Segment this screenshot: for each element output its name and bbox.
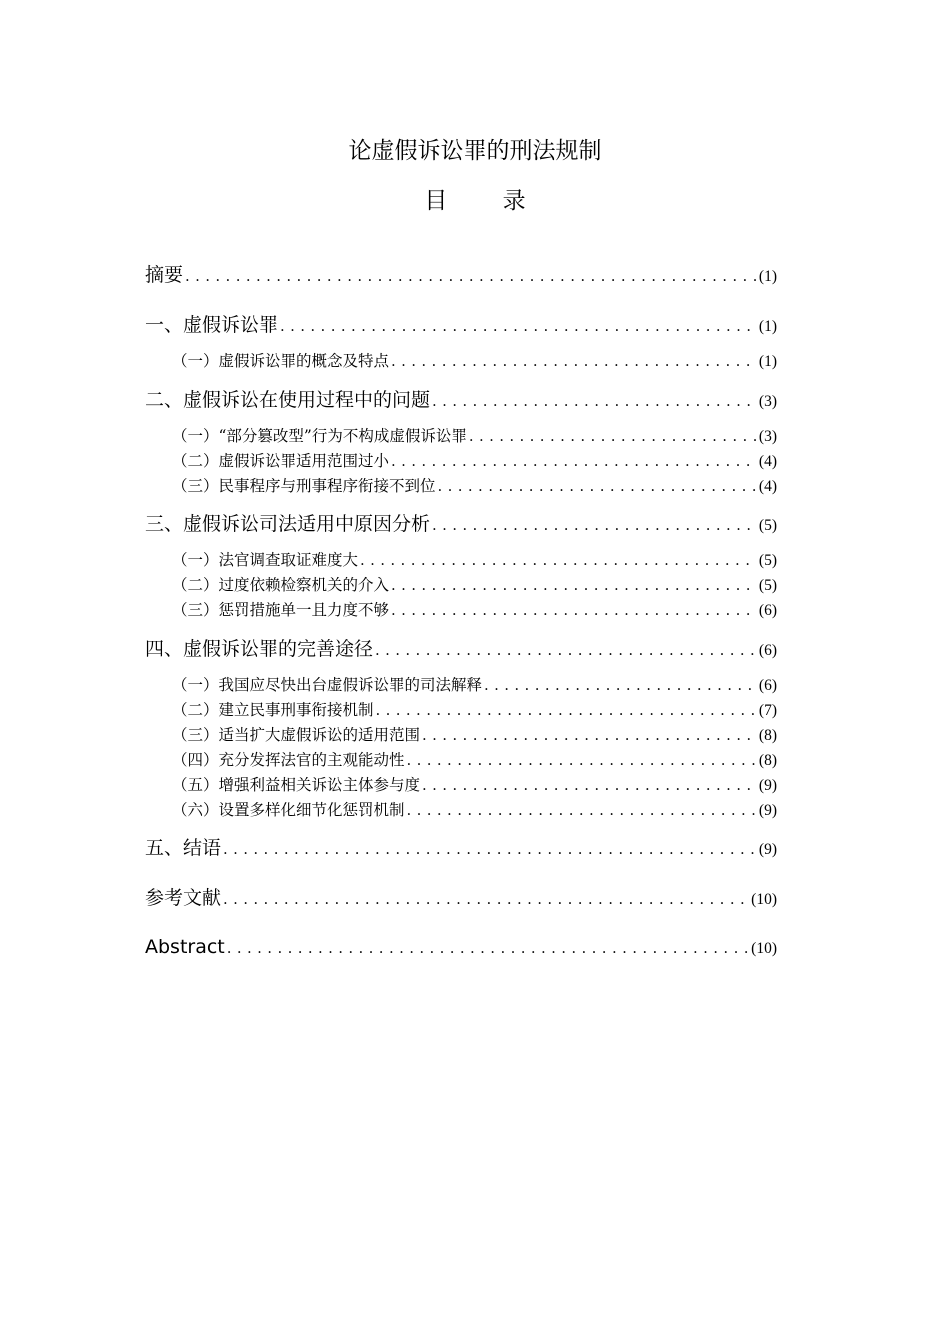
- toc-leader-dots: [432, 388, 756, 414]
- toc-entry-section-1-1[interactable]: [172, 350, 777, 373]
- toc-entry-label: （一）我国应尽快出台虚假诉讼罪的司法解释: [172, 676, 483, 694]
- toc-page-number: (8): [758, 752, 777, 769]
- toc-leader-dots: [391, 350, 756, 372]
- toc-entry-abstract-en[interactable]: [145, 934, 777, 962]
- toc-entry-label: 三、虚假诉讼司法适用中原因分析: [145, 513, 431, 535]
- toc-leader-dots: [484, 674, 756, 696]
- toc-leader-dots: [391, 450, 756, 472]
- toc-page-number: (5): [758, 577, 777, 594]
- toc-page-number: (4): [758, 453, 777, 470]
- toc-page-number: (4): [758, 478, 777, 495]
- toc-leader-dots: [391, 599, 756, 621]
- toc-page-number: (10): [751, 940, 777, 957]
- toc-entry-section-5[interactable]: [145, 835, 777, 863]
- toc-entry-section-4[interactable]: [145, 636, 777, 664]
- toc-entry-label: （一）虚假诉讼罪的概念及特点: [172, 352, 390, 370]
- toc-leader-dots: [391, 574, 756, 596]
- toc-entry-section-4-1[interactable]: [172, 674, 777, 697]
- toc-leader-dots: [375, 637, 756, 663]
- toc-leader-dots: [469, 425, 756, 447]
- toc-entry-section-4-3[interactable]: [172, 724, 777, 747]
- toc-entry-label: 参考文献: [145, 887, 222, 909]
- toc-entry-label: （三）民事程序与刑事程序衔接不到位: [172, 477, 436, 495]
- toc-entry-section-4-4[interactable]: [172, 749, 777, 772]
- toc-entry-label: （一）“部分篡改型”行为不构成虚假诉讼罪: [172, 427, 467, 445]
- document-title: 论虚假诉讼罪的刑法规制: [348, 138, 602, 164]
- toc-leader-dots: [407, 749, 756, 771]
- toc-entry-section-3-1[interactable]: [172, 549, 777, 572]
- toc-entry-section-2-2[interactable]: [172, 450, 777, 473]
- toc-entry-section-3-2[interactable]: [172, 574, 777, 597]
- toc-page-number: (3): [758, 393, 777, 410]
- toc-entry-section-1[interactable]: [145, 312, 777, 340]
- toc-entry-label: （六）设置多样化细节化惩罚机制: [172, 801, 405, 819]
- toc-entry-section-2-1[interactable]: [172, 425, 777, 448]
- toc-page-number: (5): [758, 552, 777, 569]
- toc-page-number: (1): [758, 268, 777, 285]
- toc-entry-section-2-3[interactable]: [172, 475, 777, 498]
- toc-leader-dots: [438, 475, 756, 497]
- toc-page-number: (7): [758, 702, 777, 719]
- toc-page-number: (6): [758, 642, 777, 659]
- toc-entry-section-4-5[interactable]: [172, 774, 777, 797]
- toc-entry-label: 四、虚假诉讼罪的完善途径: [145, 638, 374, 660]
- toc-page-number: (1): [758, 353, 777, 370]
- toc-page-number: (10): [751, 891, 777, 908]
- toc-entry-section-4-2[interactable]: [172, 699, 777, 722]
- toc-page-number: (9): [758, 841, 777, 858]
- toc-page-number: (3): [758, 428, 777, 445]
- toc-entry-label: （四）充分发挥法官的主观能动性: [172, 751, 405, 769]
- toc-leader-dots: [360, 549, 756, 571]
- toc-leader-dots: [185, 263, 756, 289]
- toc-leader-dots: [227, 935, 748, 961]
- toc-entry-label: 五、结语: [145, 837, 222, 859]
- toc-leader-dots: [407, 799, 756, 821]
- toc-leader-dots: [432, 512, 756, 538]
- toc-leader-dots: [223, 886, 748, 912]
- toc-entry-abstract-cn[interactable]: [145, 262, 777, 290]
- toc-leader-dots: [376, 699, 756, 721]
- toc-entry-label: （二）虚假诉讼罪适用范围过小: [172, 452, 390, 470]
- toc-entry-label: 摘要: [145, 264, 184, 286]
- toc-entry-label: 一、虚假诉讼罪: [145, 314, 279, 336]
- toc-page-number: (6): [758, 602, 777, 619]
- toc-entry-references[interactable]: [145, 885, 777, 913]
- toc-page-number: (1): [758, 318, 777, 335]
- toc-entry-label: （二）建立民事刑事衔接机制: [172, 701, 374, 719]
- toc-heading: 目 录: [424, 188, 550, 214]
- toc-entry-label: （一）法官调查取证难度大: [172, 551, 359, 569]
- toc-entry-label: （二）过度依赖检察机关的介入: [172, 576, 390, 594]
- toc-entry-label: 二、虚假诉讼在使用过程中的问题: [145, 389, 431, 411]
- toc-page-number: (8): [758, 727, 777, 744]
- toc-entry-label: （五）增强利益相关诉讼主体参与度: [172, 776, 421, 794]
- toc-leader-dots: [223, 836, 756, 862]
- toc-leader-dots: [422, 774, 756, 796]
- toc-leader-dots: [280, 313, 756, 339]
- toc-entry-label: （三）适当扩大虚假诉讼的适用范围: [172, 726, 421, 744]
- toc-page-number: (5): [758, 517, 777, 534]
- toc-entry-section-2[interactable]: [145, 387, 777, 415]
- toc-page-number: (6): [758, 677, 777, 694]
- toc-entry-label: （三）惩罚措施单一且力度不够: [172, 601, 390, 619]
- toc-entry-section-3[interactable]: [145, 511, 777, 539]
- toc-entry-label: Abstract: [145, 936, 225, 958]
- toc-entry-section-4-6[interactable]: [172, 799, 777, 822]
- toc-page-number: (9): [758, 777, 777, 794]
- toc-entry-section-3-3[interactable]: [172, 599, 777, 622]
- toc-page-number: (9): [758, 802, 777, 819]
- toc-leader-dots: [422, 724, 756, 746]
